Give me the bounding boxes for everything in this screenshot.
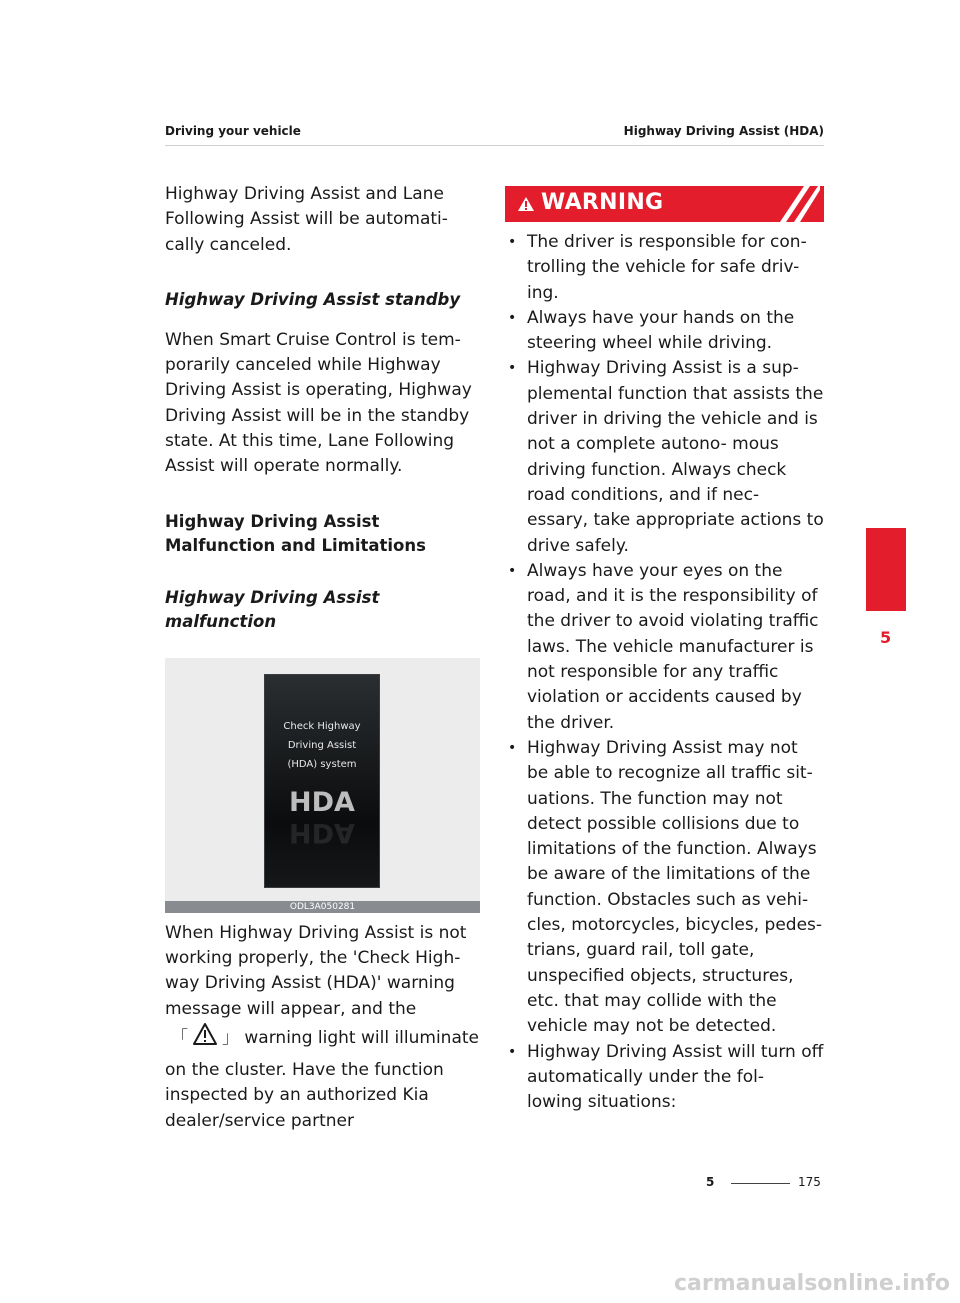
standby-paragraph: When Smart Cruise Control is tem- porarily canceled while Highway Driving Assist is operating, Highway Driving Assist will be in the standby state. At this time, Lane Following Assist will operate normally. (165, 329, 472, 477)
right-column (505, 186, 824, 1115)
list-item: • Always have your eyes on the road, and it is the responsibility of the driver to avoid violating traffic laws. The vehicle manufacturer is not responsible for any traffic violation or accidents caused by the driver. (505, 559, 824, 736)
screen-line-2: Driving Assist (287, 739, 357, 751)
footer-chapter: 5 (706, 1175, 715, 1189)
malfunction-paragraph (165, 921, 483, 1134)
list-item: • Highway Driving Assist will turn off automatically under the fol- lowing situations: (505, 1040, 824, 1116)
bracket-close: 」 (222, 1028, 239, 1049)
warning-banner (505, 186, 824, 222)
screen-line-3: (HDA) system (287, 758, 357, 770)
warning-label: WARNING (541, 190, 664, 215)
screen-hda-label: HDA (289, 786, 355, 818)
malfunction-text-2: warning light will illuminate (244, 1028, 479, 1049)
header-rule (165, 145, 824, 146)
screen-hda-reflection: HDA (289, 816, 355, 848)
warning-triangle-icon (192, 1022, 218, 1054)
header-left: Driving your vehicle (165, 124, 301, 138)
footer-rule (731, 1183, 790, 1184)
list-item: • Always have your hands on the steering wheel while driving. (505, 306, 824, 357)
footer-page-number: 175 (798, 1175, 821, 1189)
screen-line-1: Check Highway (283, 720, 361, 732)
list-item: • Highway Driving Assist may not be able to recognize all traffic sit- uations. The function may not detect possible collisions due to limitations of the function. Always be aware of the limitations of the function. Obstacles such as vehi- cles, motorcycles, bicycles, pedes- trians, guard rail, toll gate, unspecified objects, structures, etc. that may collide with the vehicle may not be detected. (505, 736, 824, 1040)
list-item: • The driver is responsible for con- trolling the vehicle for safe driv- ing. (505, 230, 824, 306)
malfunction-title: Highway Driving Assist malfunction (165, 587, 380, 631)
chapter-side-number: 5 (880, 628, 892, 647)
malfunction-text-1: When Highway Driving Assist is not working properly, the 'Check High- way Driving Assist (HDA)' warning message will appear, and the (165, 922, 467, 1019)
intro-paragraph: Highway Driving Assist and Lane Following Assist will be automati- cally canceled. (165, 184, 448, 255)
watermark: carmanualsonline.info (674, 1271, 950, 1296)
warning-stripes-icon (770, 186, 820, 226)
list-item: • Highway Driving Assist is a sup- plemental function that assists the driver in driving the vehicle and is not a complete autono- mous driving function. Always check road conditions, and if nec- essary, take appropriate actions to drive safely. (505, 356, 824, 558)
bracket-open: 「 (171, 1028, 188, 1049)
header-right: Highway Driving Assist (HDA) (623, 124, 824, 138)
figure-caption: ODL3A050281 (165, 901, 480, 913)
standby-title: Highway Driving Assist standby (165, 289, 461, 309)
left-column (165, 182, 483, 1134)
malfunction-limitations-title: Highway Driving Assist Malfunction and Limitations (165, 511, 426, 555)
hda-cluster-figure (165, 658, 480, 913)
warning-triangle-icon (517, 196, 535, 216)
cluster-screen (264, 674, 380, 888)
chapter-side-tab (866, 528, 906, 611)
malfunction-text-3: on the cluster. Have the function inspected by an authorized Kia dealer/service partner (165, 1060, 444, 1131)
warning-list (505, 230, 824, 1115)
